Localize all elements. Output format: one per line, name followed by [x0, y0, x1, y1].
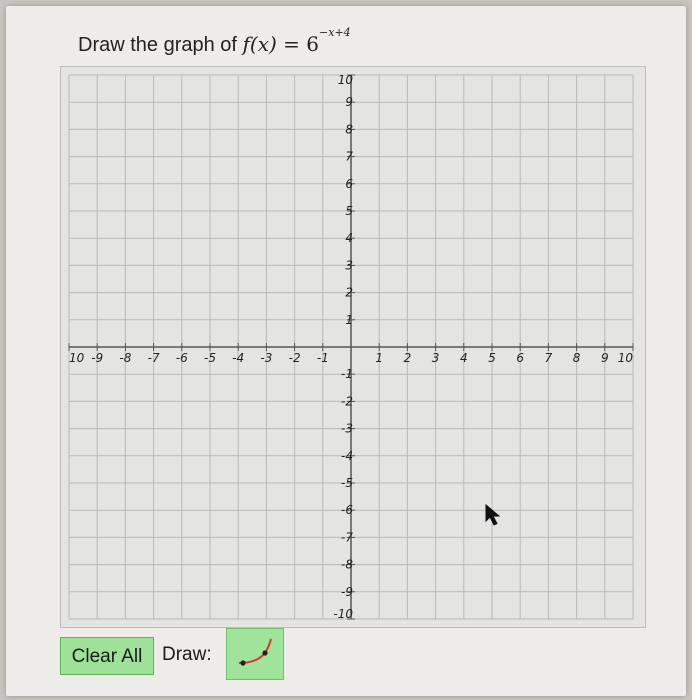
- y-tick-label: 9: [345, 95, 353, 110]
- x-tick-label: -5: [204, 351, 216, 365]
- y-tick-label: 2: [345, 285, 353, 300]
- x-tick-label: 6: [516, 351, 525, 365]
- y-tick-label: -8: [341, 557, 353, 572]
- x-tick-label: 7: [544, 351, 553, 365]
- x-tick-label: -4: [232, 351, 245, 365]
- function-base: = 6: [276, 32, 320, 56]
- x-tick-label: 2: [403, 351, 412, 365]
- exponential-curve-icon: [227, 629, 285, 681]
- x-tick-label: -2: [288, 351, 301, 365]
- x-tick-label: 8: [572, 351, 581, 365]
- function-exponent: −x+4: [319, 26, 351, 39]
- y-tick-label: 5: [345, 204, 353, 218]
- y-tick-label: -5: [341, 476, 353, 490]
- y-tick-label: 4: [345, 231, 353, 246]
- y-tick-label: 3: [345, 258, 353, 273]
- x-tick-label: 10: [69, 351, 85, 365]
- x-tick-label: 1: [375, 351, 384, 365]
- y-tick-label: -1: [341, 367, 353, 382]
- graph-area[interactable]: [60, 66, 646, 628]
- y-tick-label: -2: [341, 394, 353, 409]
- x-tick-label: -9: [91, 351, 104, 365]
- y-tick-label: -6: [341, 503, 353, 518]
- y-tick-label: 8: [345, 122, 353, 137]
- x-tick-label: 4: [459, 351, 468, 365]
- y-tick-label: -3: [341, 421, 353, 436]
- y-tick-label: 10: [337, 73, 353, 87]
- y-tick-label: -7: [341, 530, 353, 545]
- y-tick-label: -4: [341, 448, 353, 463]
- x-tick-label: 9: [600, 351, 609, 365]
- y-tick-label: 6: [345, 176, 353, 191]
- x-tick-label: -6: [175, 351, 188, 365]
- clear-all-button[interactable]: Clear All: [60, 637, 154, 675]
- draw-exponential-tool-button[interactable]: [226, 628, 284, 680]
- x-tick-label: 5: [488, 351, 496, 365]
- x-tick-label: -7: [147, 351, 160, 365]
- x-tick-label: -1: [316, 351, 329, 365]
- x-tick-label: 10: [617, 351, 633, 365]
- y-tick-label: -10: [333, 607, 353, 621]
- x-tick-label: -3: [260, 351, 273, 365]
- question-text: [78, 26, 351, 57]
- y-tick-label: -9: [341, 584, 353, 599]
- function-name: f(x): [242, 32, 277, 56]
- draw-label: Draw:: [162, 644, 212, 665]
- y-tick-label: 7: [345, 149, 353, 164]
- x-tick-label: 3: [431, 351, 440, 365]
- coordinate-grid[interactable]: [61, 67, 645, 627]
- y-tick-label: 1: [345, 312, 353, 327]
- x-tick-label: -8: [119, 351, 132, 365]
- question-prefix: Draw the graph of: [78, 34, 243, 56]
